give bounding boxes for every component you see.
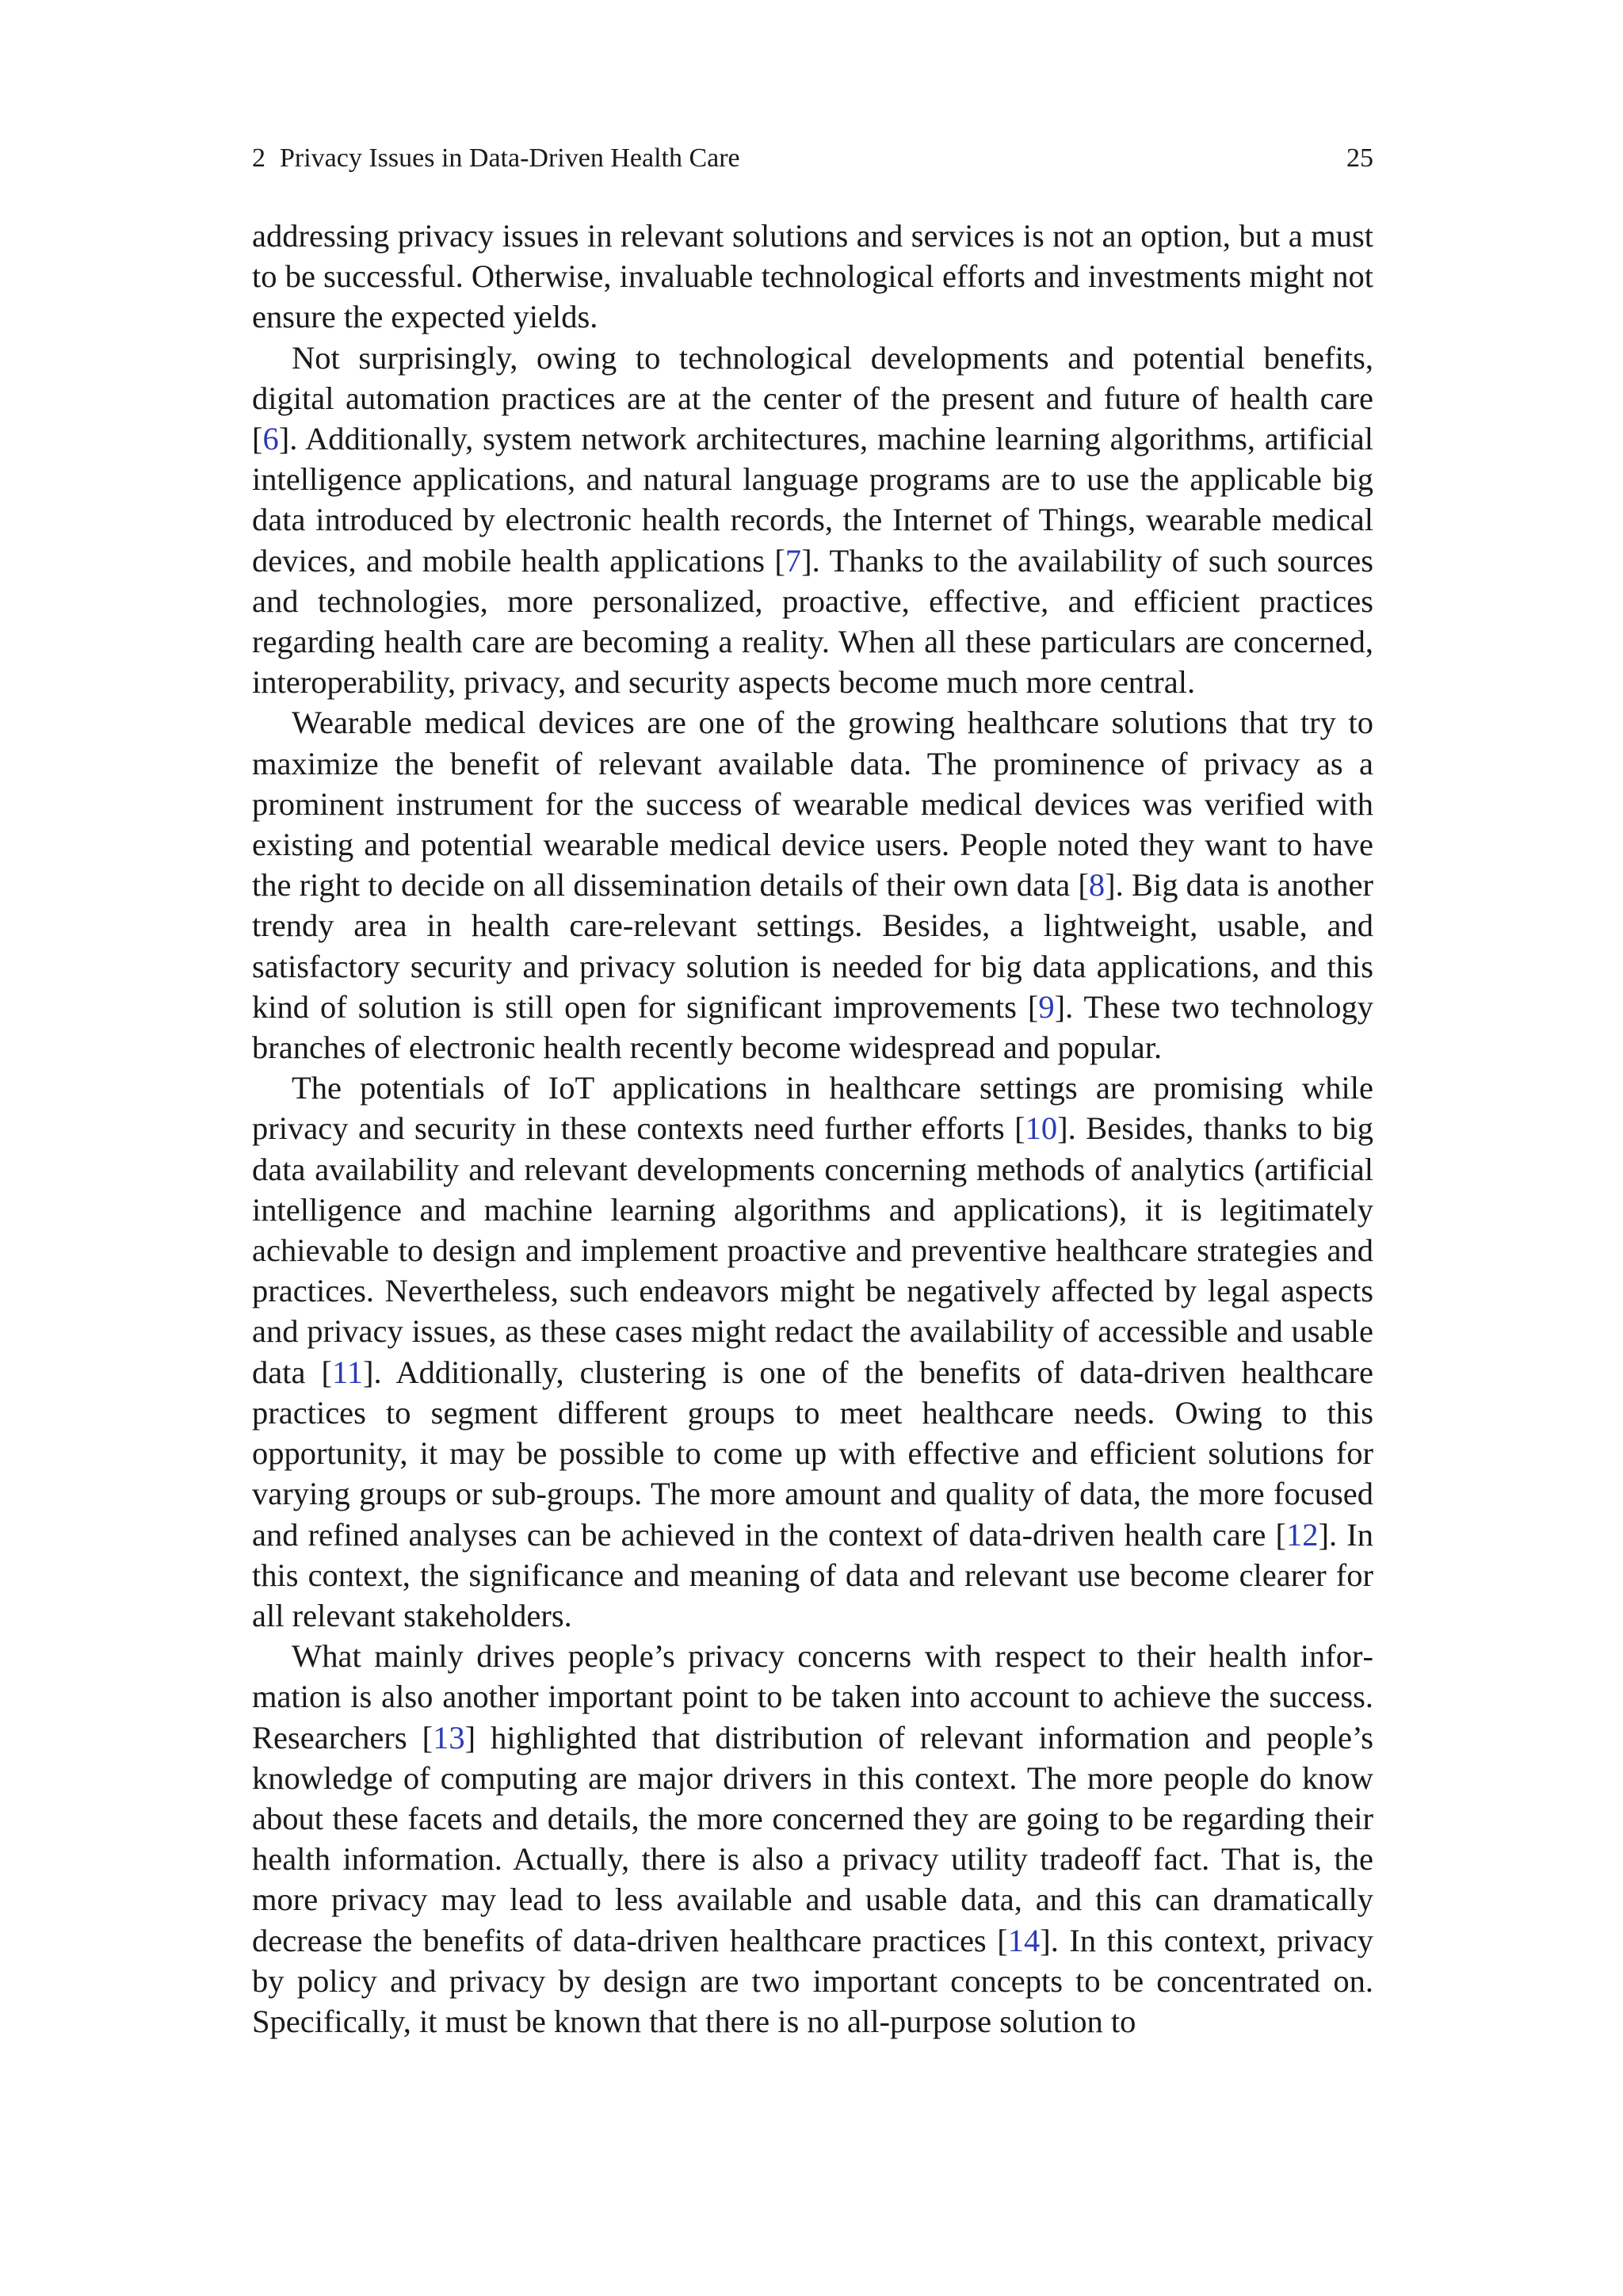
paragraph-text: What mainly drives people’s privacy concerns with respect to their health information is also another important point to be taken into account to achieve the success. Researchers [ <box>252 1638 1373 1755</box>
paragraph-text: ]. In this context, the significance and meaning of data and relevant use become clearer for all relevant stakeholders. <box>252 1516 1373 1633</box>
paragraph-text: Wearable medical devices are one of the growing healthcare solutions that try to maximize the benefit of relevant available data. The prominence of privacy as a prominent instrument for the success of wearable medical devices was verified with existing and potential wearable medical device users. People noted they want to have the right to decide on all dissemination details of their own data [ <box>252 705 1373 904</box>
paragraph-text: ]. Additionally, clustering is one of the benefits of data-driven healthcare practices to segment different groups to meet healthcare needs. Owing to this opportunity, it may be possible to come up with effective and efficient solutions for varying groups or sub-groups. The more amount and quality of data, the more focused and refined analyses can be achieved in the context of data-driven health care [ <box>252 1354 1374 1553</box>
citation-link[interactable]: 6 <box>262 421 279 457</box>
citation-link[interactable]: 14 <box>1007 1922 1041 1958</box>
paragraph-text: ]. Besides, thanks to big data availability and relevant developments concerning methods of analytics (artificial intelligence and machine learning algorithms and applications), it is legitimately achievable to design and implement proactive and preventive healthcare strategies and practices. Nevertheless, such endeavors might be negatively affected by legal aspects and privacy issues, as these cases might redact the availability of accessible and usable data [ <box>252 1110 1373 1390</box>
page-number: 25 <box>1346 143 1373 173</box>
paragraph-text: ]. Additionally, system network architectures, machine learning algorithms, artificial intelligence applications, and natural language programs are to use the applicable big data introduced by electronic health records, the Internet of Things, wearable medical devices, and mobile health applications [ <box>252 421 1373 579</box>
body-text <box>252 216 1373 2042</box>
paragraph-text: ]. These two technology branches of electronic health recently become widespread and popular. <box>252 988 1373 1066</box>
running-head <box>252 141 1373 176</box>
paragraph-text: ]. Thanks to the availability of such sources and technologies, more personalized, proactive, effective, and efficient practices regarding health care are becoming a reality. When all these particulars are concerned, interoperability, privacy, and security aspects become much more central. <box>252 542 1373 701</box>
paragraph <box>252 1636 1373 2042</box>
citation-link[interactable]: 8 <box>1088 867 1106 904</box>
citation-link[interactable]: 7 <box>785 542 802 579</box>
paragraph <box>252 1068 1373 1636</box>
paragraph-text: ]. Big data is another trendy area in health care-relevant settings. Besides, a lightweight, usable, and satisfactory security and privacy solution is needed for big data applications, and this kind of solution is still open for significant improvements [ <box>252 867 1373 1025</box>
paragraph-text: The potentials of IoT applications in healthcare settings are promising while privacy and security in these contexts need further efforts [ <box>252 1070 1373 1147</box>
citation-link[interactable]: 12 <box>1285 1516 1319 1553</box>
paragraph-text: ] highlighted that distribution of relevant information and people’s knowledge of computing are major drivers in this context. The more people do know about these facets and details, the more concerned they are going to be regarding their health information. Actually, there is also a privacy utility tradeoff fact. That is, the more privacy may lead to less available and usable data, and this can dramatically decrease the benefits of data-driven healthcare practices [ <box>252 1719 1373 1958</box>
running-head-title <box>252 141 740 176</box>
chapter-number: 2 <box>252 143 265 173</box>
paragraph-text: Not surprisingly, owing to technological developments and potential benefits, digital automation practices are at the center of the present and future of health care [ <box>252 339 1373 457</box>
citation-link[interactable]: 13 <box>433 1719 465 1755</box>
paragraph <box>252 702 1373 1068</box>
paragraph-text: addressing privacy issues in relevant solutions and services is not an option, but a must to be successful. Otherwise, invaluable technological efforts and investments might not ensure the expected yields. <box>252 218 1373 335</box>
citation-link[interactable]: 10 <box>1025 1110 1058 1147</box>
citation-link[interactable]: 9 <box>1038 988 1055 1025</box>
citation-link[interactable]: 11 <box>331 1354 363 1390</box>
chapter-title: Privacy Issues in Data-Driven Health Care <box>280 143 740 173</box>
paragraph <box>252 216 1373 338</box>
paragraph <box>252 338 1373 703</box>
paragraph-text: ]. In this context, privacy by policy and privacy by design are two important concepts to be concentrated on. Specifically, it must be known that there is no all-purpose solution to <box>252 1922 1373 2039</box>
